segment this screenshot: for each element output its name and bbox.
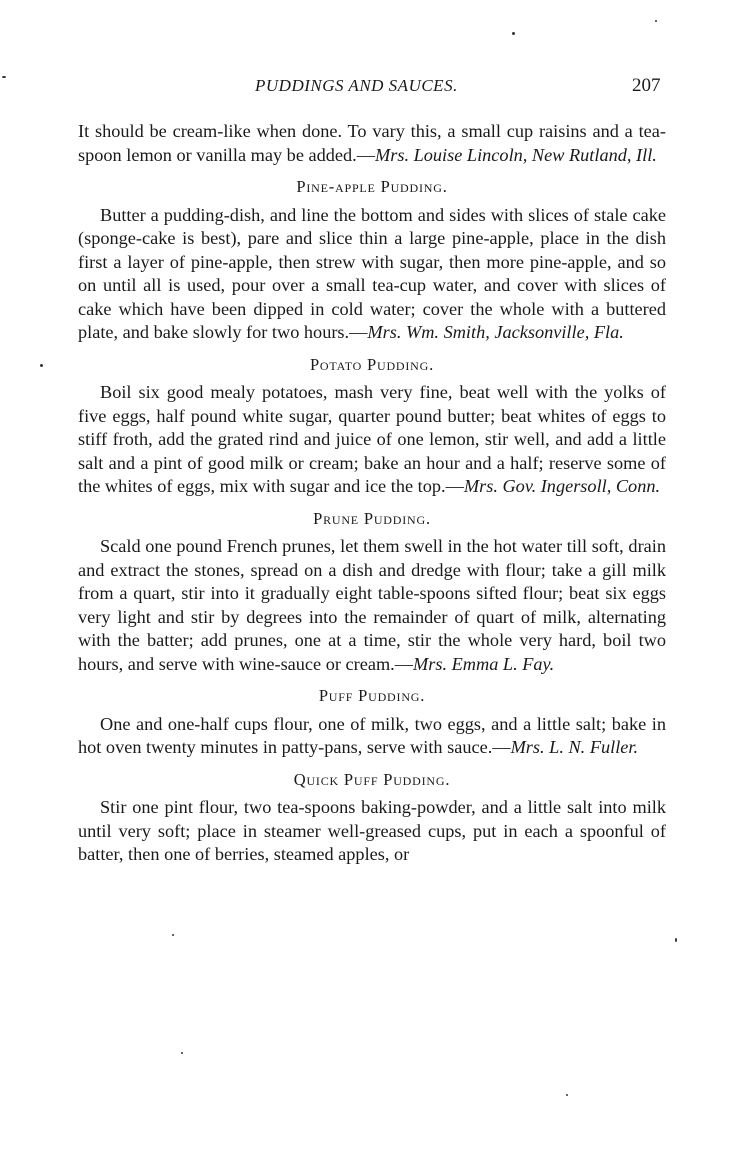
- scan-speck: [40, 364, 43, 367]
- recipe-attribution: Mrs. Louise Lincoln, New Rutland, Ill.: [375, 144, 657, 165]
- scan-speck: [181, 1052, 183, 1054]
- recipe-body-pineapple-pudding: Butter a pudding-dish, and line the bottom and sides with slices of stale cake (sponge-cake is best), pare and slice thin a large pine-apple, place in the dish first a layer of pine-apple, then strew with sugar, then more pine-apple, and so on until all is used, pour over a small tea-cup water, and cover with slices of cake which have been dipped in cold water; cover the whole with a buttered plate, and bake slowly for two hours.—Mrs. Wm. Smith, Jacksonville, Fla.: [78, 204, 666, 342]
- recipe-attribution: Mrs. Gov. Ingersoll, Conn.: [463, 476, 661, 496]
- recipe-body-quick-puff-pudding: Stir one pint flour, two tea-spoons baking-powder, and a little salt into milk until very soft; place in steamer well-greased cups, put in each a spoonful of batter, then one of berries, steamed apples, or: [78, 797, 666, 864]
- scan-speck: [675, 938, 677, 942]
- recipe-attribution: Mrs. Wm. Smith, Jacksonville, Fla.: [367, 322, 624, 342]
- recipe-attribution: Mrs. Emma L. Fay.: [413, 653, 555, 674]
- recipe-body-prune-pudding: Scald one pound French prunes, let them swell in the hot water till soft, drain and extract the stones, spread on a dish and dredge with flour; take a gill milk from a quart, stir into it gradually eight table-spoons sifted flour; beat six eggs very light and stir by degrees into the remainder of quart of milk, alternating with the batter; add prunes, one at a time, stir the whole very hard, boil two hours, and serve with wine-sauce or cream.—Mrs. Emma L. Fay.: [78, 536, 666, 674]
- recipe-heading-prune-pudding: Prune Pudding.: [313, 508, 431, 528]
- page-body: [78, 120, 666, 867]
- recipe-heading-potato-pudding: Potato Pudding.: [309, 354, 435, 374]
- recipe-heading-quick-puff-pudding: Quick Puff Pudding.: [293, 769, 451, 789]
- running-head: [0, 76, 750, 102]
- recipe-heading-pineapple-pudding: Pine-apple Pudding.: [296, 177, 448, 196]
- scan-speck: [566, 1094, 568, 1096]
- continued-paragraph: It should be cream-like when done. To vary this, a small cup raisins and a tea-spoon lemon or vanilla may be added.—Mrs. Louise Lincoln, New Rutland, Ill.: [78, 121, 666, 165]
- scan-speck: [512, 32, 515, 35]
- recipe-body-puff-pudding: One and one-half cups flour, one of milk, two eggs, and a little salt; bake in hot oven twenty minutes in patty-pans, serve with sauce.—Mrs. L. N. Fuller.: [78, 713, 666, 757]
- page-number: 207: [632, 75, 661, 96]
- recipe-heading-puff-pudding: Puff Pudding.: [318, 686, 426, 705]
- scan-speck: [2, 76, 6, 78]
- running-head-title: PUDDINGS AND SAUCES.: [255, 76, 458, 95]
- recipe-attribution: Mrs. L. N. Fuller.: [510, 737, 639, 757]
- recipe-body-potato-pudding: Boil six good mealy potatoes, mash very fine, beat well with the yolks of five eggs, half pound white sugar, quarter pound butter; beat whites of eggs to stiff froth, add the grated rind and juice of one lemon, stir well, and add a little salt and a pint of good milk or cream; bake an hour and a half; reserve some of the whites of eggs, mix with sugar and ice the top.—Mrs. Gov. Ingersoll, Conn.: [78, 382, 666, 496]
- scan-speck: [655, 20, 657, 22]
- scan-speck: [172, 934, 174, 936]
